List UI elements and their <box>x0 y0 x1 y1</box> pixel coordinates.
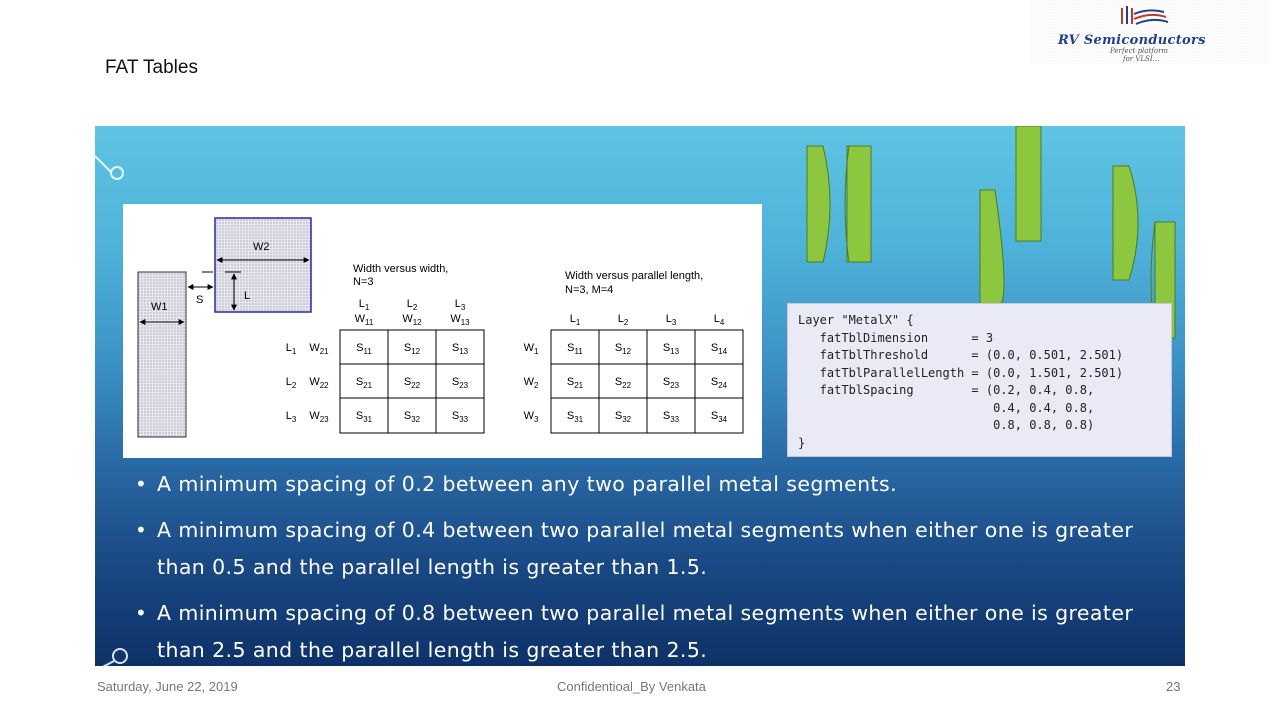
left-table-caption: Width versus width, <box>353 263 449 275</box>
footer-date: Saturday, June 22, 2019 <box>97 679 238 694</box>
column-header: $W_{11}$ <box>354 313 374 327</box>
bullet-text: A minimum spacing of 0.8 between two parallel metal segments when either one is greater than 2.5 and the parallel length is greater than 2.5. <box>157 601 1134 662</box>
column-header: $L_3$ <box>454 298 466 312</box>
label-w1: W1 <box>151 301 168 313</box>
fat-table-diagram <box>123 204 762 458</box>
techfile-code-panel <box>787 303 1172 457</box>
row-header: $L_1$ <box>285 342 297 356</box>
table-cell: $S_{12}$ <box>403 342 421 356</box>
table-cell: $S_{32}$ <box>614 410 632 424</box>
table-cell: $S_{21}$ <box>355 376 373 390</box>
table-cell: $S_{22}$ <box>614 376 632 390</box>
column-header: $L_3$ <box>665 313 677 327</box>
row-header: $W_1$ <box>523 342 539 356</box>
slide-title: FAT Tables <box>105 57 198 78</box>
label-l: L <box>244 290 251 302</box>
table-cell: $S_{23}$ <box>451 376 469 390</box>
footer-center: Confidentioal_By Venkata <box>557 679 706 694</box>
table-cell: $S_{11}$ <box>356 342 372 356</box>
row-header: $W_{22}$ <box>309 376 329 390</box>
logo-tagline: Perfect platform <box>1110 47 1169 55</box>
column-header: $W_{12}$ <box>402 313 422 327</box>
bullet-text: A minimum spacing of 0.4 between two parallel metal segments when either one is greater than 0.5 and the parallel length is greater than 1.5. <box>157 518 1134 579</box>
techfile-code: Layer "MetalX" { fatTblDimension = 3 fatTblThreshold = (0.0, 0.501, 2.501) fatTblParallelLength = (0.0, 1.501, 2.501) fatTblSpacing = (0.2, 0.4, 0.8, 0.4, 0.4, 0.8, 0.8, 0.8, 0.8) } <box>798 313 1124 450</box>
table-cell: $S_{24}$ <box>710 376 728 390</box>
table-cell: $S_{21}$ <box>566 376 584 390</box>
bullet-list <box>133 466 1163 678</box>
column-header: $L_4$ <box>713 313 725 327</box>
table-cell: $S_{14}$ <box>710 342 728 356</box>
right-table-caption: Width versus parallel length, <box>565 270 704 282</box>
table-cell: $S_{31}$ <box>566 410 584 424</box>
column-header: $W_{13}$ <box>450 313 470 327</box>
right-table-caption: N=3, M=4 <box>565 284 614 296</box>
column-header: $L_2$ <box>617 313 629 327</box>
column-header: $L_1$ <box>358 298 370 312</box>
table-cell: $S_{32}$ <box>403 410 421 424</box>
table-cell: $S_{34}$ <box>710 410 728 424</box>
wire-w2 <box>215 218 311 312</box>
table-cell: $S_{23}$ <box>662 376 680 390</box>
row-header: $L_2$ <box>285 376 297 390</box>
table-cell: $S_{31}$ <box>355 410 373 424</box>
fat-table-figure <box>123 204 762 458</box>
row-header: $W_2$ <box>523 376 539 390</box>
label-w2: W2 <box>253 241 270 253</box>
table-cell: $S_{13}$ <box>451 342 469 356</box>
row-header: $L_3$ <box>285 410 297 424</box>
page-number: 23 <box>1166 679 1181 694</box>
column-header: $L_1$ <box>569 313 581 327</box>
table-cell: $S_{11}$ <box>567 342 583 356</box>
bullet-item: • A minimum spacing of 0.8 between two parallel metal segments when either one is greater than 2.5 and the parallel length is greater than 2.5. <box>135 601 1134 662</box>
row-header: $W_{21}$ <box>309 342 329 356</box>
wire-w1 <box>138 272 186 437</box>
row-header: $W_{23}$ <box>309 410 329 424</box>
bullet-item: • A minimum spacing of 0.2 between any two parallel metal segments. <box>135 472 897 496</box>
table-cell: $S_{22}$ <box>403 376 421 390</box>
row-header: $W_3$ <box>523 410 539 424</box>
bullet-text: A minimum spacing of 0.2 between any two parallel metal segments. <box>157 472 897 496</box>
table-cell: $S_{33}$ <box>451 410 469 424</box>
column-header: $L_2$ <box>406 298 418 312</box>
left-table-caption: N=3 <box>353 276 374 288</box>
table-cell: $S_{13}$ <box>662 342 680 356</box>
table-cell: $S_{33}$ <box>662 410 680 424</box>
bullet-item: • A minimum spacing of 0.4 between two parallel metal segments when either one is greater than 0.5 and the parallel length is greater than 1.5. <box>135 518 1134 579</box>
logo-name: RV Semiconductors <box>1058 33 1206 48</box>
table-cell: $S_{12}$ <box>614 342 632 356</box>
logo-tagline: for VLSI... <box>1123 55 1160 63</box>
label-s: S <box>196 294 204 306</box>
